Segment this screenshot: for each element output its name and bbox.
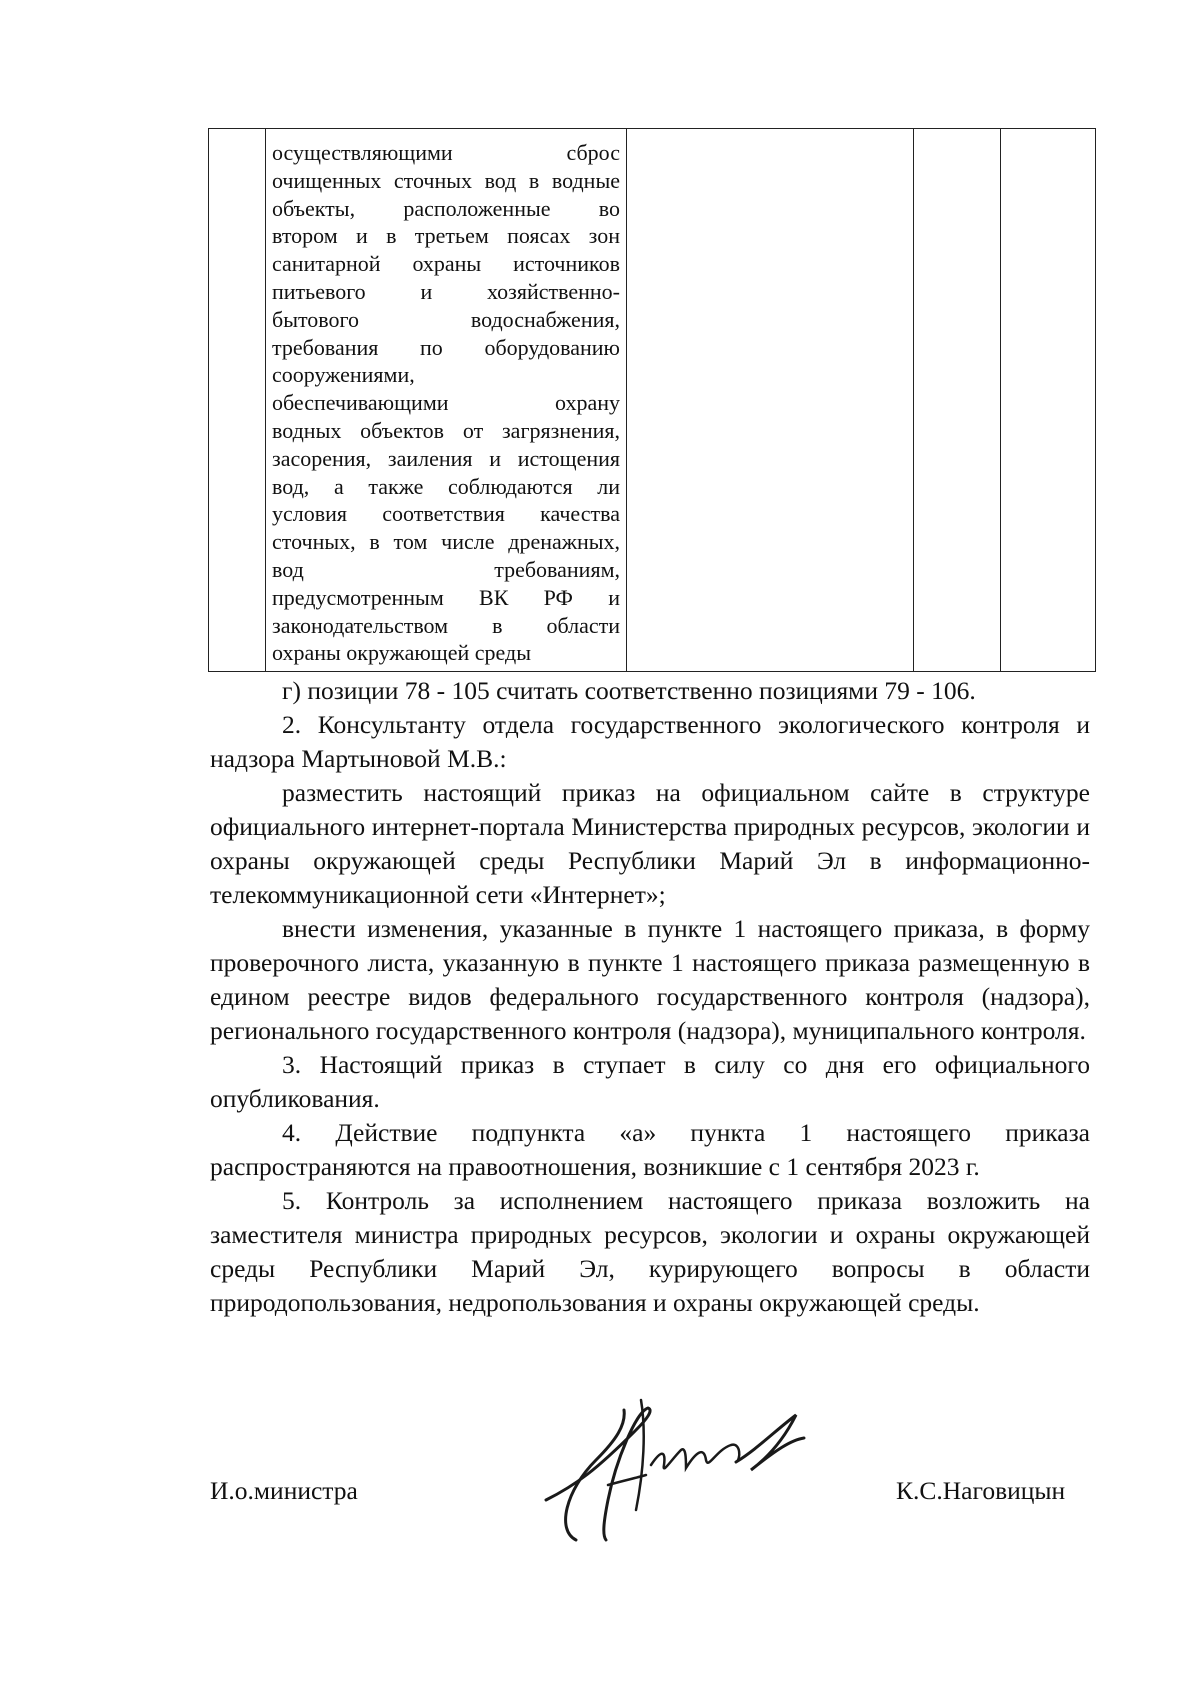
order-body [210, 674, 1090, 1320]
question-line: осуществляющими сброс [272, 140, 620, 165]
question-line: вод, а также соблюдаются ли [272, 473, 620, 499]
table-cell-number [209, 129, 266, 672]
item-2-amend: внести изменения, указанные в пункте 1 настоящего приказа, в форму проверочного листа, указанную в пункте 1 настоящего приказа размещенную в едином реестре видов федерального государственного контроля (надзора), регионального государственного контроля (надзора), муниципального контроля. [210, 914, 1090, 1045]
table-cell-answer [1001, 129, 1096, 672]
question-line: питьевого и хозяйственно- [272, 278, 620, 304]
table-cell-answer [627, 129, 914, 672]
item-5: 5. Контроль за исполнением настоящего приказа возложить на заместителя министра природных ресурсов, экологии и охраны окружающей среды Республики Марий Эл, курирующего вопросы в области природопользования, недропользования и охраны окружающей среды. [210, 1186, 1090, 1317]
table-cell-question [266, 129, 627, 672]
question-line: водных объектов от загрязнения, [272, 417, 620, 443]
handwritten-signature [536, 1390, 836, 1550]
question-line: законодательством в области [272, 612, 620, 638]
question-line: требования по оборудованию [272, 334, 620, 360]
signatory-name: К.С.Наговицын [896, 1476, 1066, 1505]
question-line: вод требованиям, [272, 556, 620, 582]
item-2-publish: разместить настоящий приказ на официальном сайте в структуре официального интернет-портала Министерства природных ресурсов, экологии и охраны окружающей среды Республики Марий Эл в информационно-телекоммуникационной сети «Интернет»; [210, 778, 1090, 909]
question-line: сооружениями, [272, 362, 415, 388]
question-line: условия соответствия качества [272, 501, 620, 527]
table-cell-answer [914, 129, 1001, 672]
item-2: 2. Консультанту отдела государственного экологического контроля и надзора Мартыновой М.В.: [210, 710, 1090, 773]
question-line: бытового водоснабжения, [272, 306, 620, 332]
table-row [209, 129, 1096, 672]
question-line: санитарной охраны источников [272, 251, 620, 277]
question-line: обеспечивающими охрану [272, 390, 620, 416]
signatory-role: И.о.министра [210, 1476, 358, 1505]
question-line: засорения, заиления и истощения [272, 445, 620, 471]
question-line: охраны окружающей среды [272, 640, 531, 666]
checklist-table-fragment [208, 128, 1096, 672]
question-text [266, 129, 626, 671]
question-line: очищенных сточных вод в водные [272, 167, 620, 193]
question-line: объекты, расположенные во [272, 195, 620, 221]
item-4: 4. Действие подпункта «а» пункта 1 настоящего приказа распространяются на правоотношения, возникшие с 1 сентября 2023 г. [210, 1118, 1090, 1181]
item-3: 3. Настоящий приказ в ступает в силу со дня его официального опубликования. [210, 1050, 1090, 1113]
item-g: г) позиции 78 - 105 считать соответственно позициями 79 - 106. [282, 676, 976, 705]
question-line: сточных, в том числе дренажных, [272, 529, 620, 555]
question-line: предусмотренным ВК РФ и [272, 584, 620, 610]
question-line: втором и в третьем поясах зон [272, 223, 620, 249]
